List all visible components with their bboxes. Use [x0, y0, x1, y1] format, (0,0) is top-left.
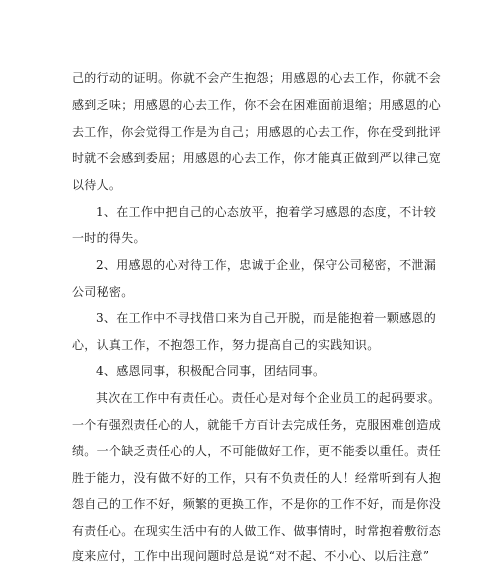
- paragraph-line: 时就不会感到委屈；用感恩的心去工作，你才能真正做到严以律己宽: [72, 151, 442, 165]
- paragraph-line: 以待人。: [72, 178, 122, 192]
- paragraph-start: 其次在工作中有责任心。责任心是对每个企业员工的起码要求。: [96, 391, 441, 405]
- paragraph-line: 有责任心。在现实生活中有的人做工作、做事情时，时常抱着敷衍态: [72, 524, 442, 538]
- list-item-1-cont: 一时的得失。: [72, 231, 146, 245]
- list-item-4: 4、感恩同事，积极配合同事，团结同事。: [96, 364, 326, 378]
- paragraph-line: 度来应付，工作中出现问题时总是说“对不起、不小心、以后注意”: [72, 549, 430, 563]
- paragraph-line: 怨自己的工作不好，频繁的更换工作，不是你的工作不好，而是你没: [72, 497, 442, 511]
- list-item-3-cont: 心，认真工作，不抱怨工作，努力提高自己的实践知识。: [72, 338, 380, 352]
- list-item-1: 1、在工作中把自己的心态放平，抱着学习感恩的态度，不计较: [96, 205, 437, 219]
- paragraph-line: 感到乏味；用感恩的心去工作，你不会在困难面前退缩；用感恩的心: [72, 98, 442, 112]
- paragraph-line: 一个有强烈责任心的人，就能千方百计去完成任务，克服困难创造成: [72, 418, 442, 432]
- list-item-3: 3、在工作中不寻找借口来为自己开脱，而是能抱着一颗感恩的: [96, 311, 437, 325]
- paragraph-line: 去工作，你会觉得工作是为自己；用感恩的心去工作，你在受到批评: [72, 125, 442, 139]
- paragraph-line: 胜于能力，没有做不好的工作，只有不负责任的人！经常听到有人抱: [72, 471, 442, 485]
- paragraph-line: 己的行动的证明。你就不会产生抱怨；用感恩的心去工作，你就不会: [72, 71, 442, 85]
- list-item-2-cont: 公司秘密。: [72, 285, 134, 299]
- list-item-2: 2、用感恩的心对待工作，忠诚于企业，保守公司秘密，不泄漏: [96, 258, 437, 272]
- paragraph-line: 绩。一个缺乏责任心的人，不可能做好工作，更不能委以重任。责任: [72, 444, 442, 458]
